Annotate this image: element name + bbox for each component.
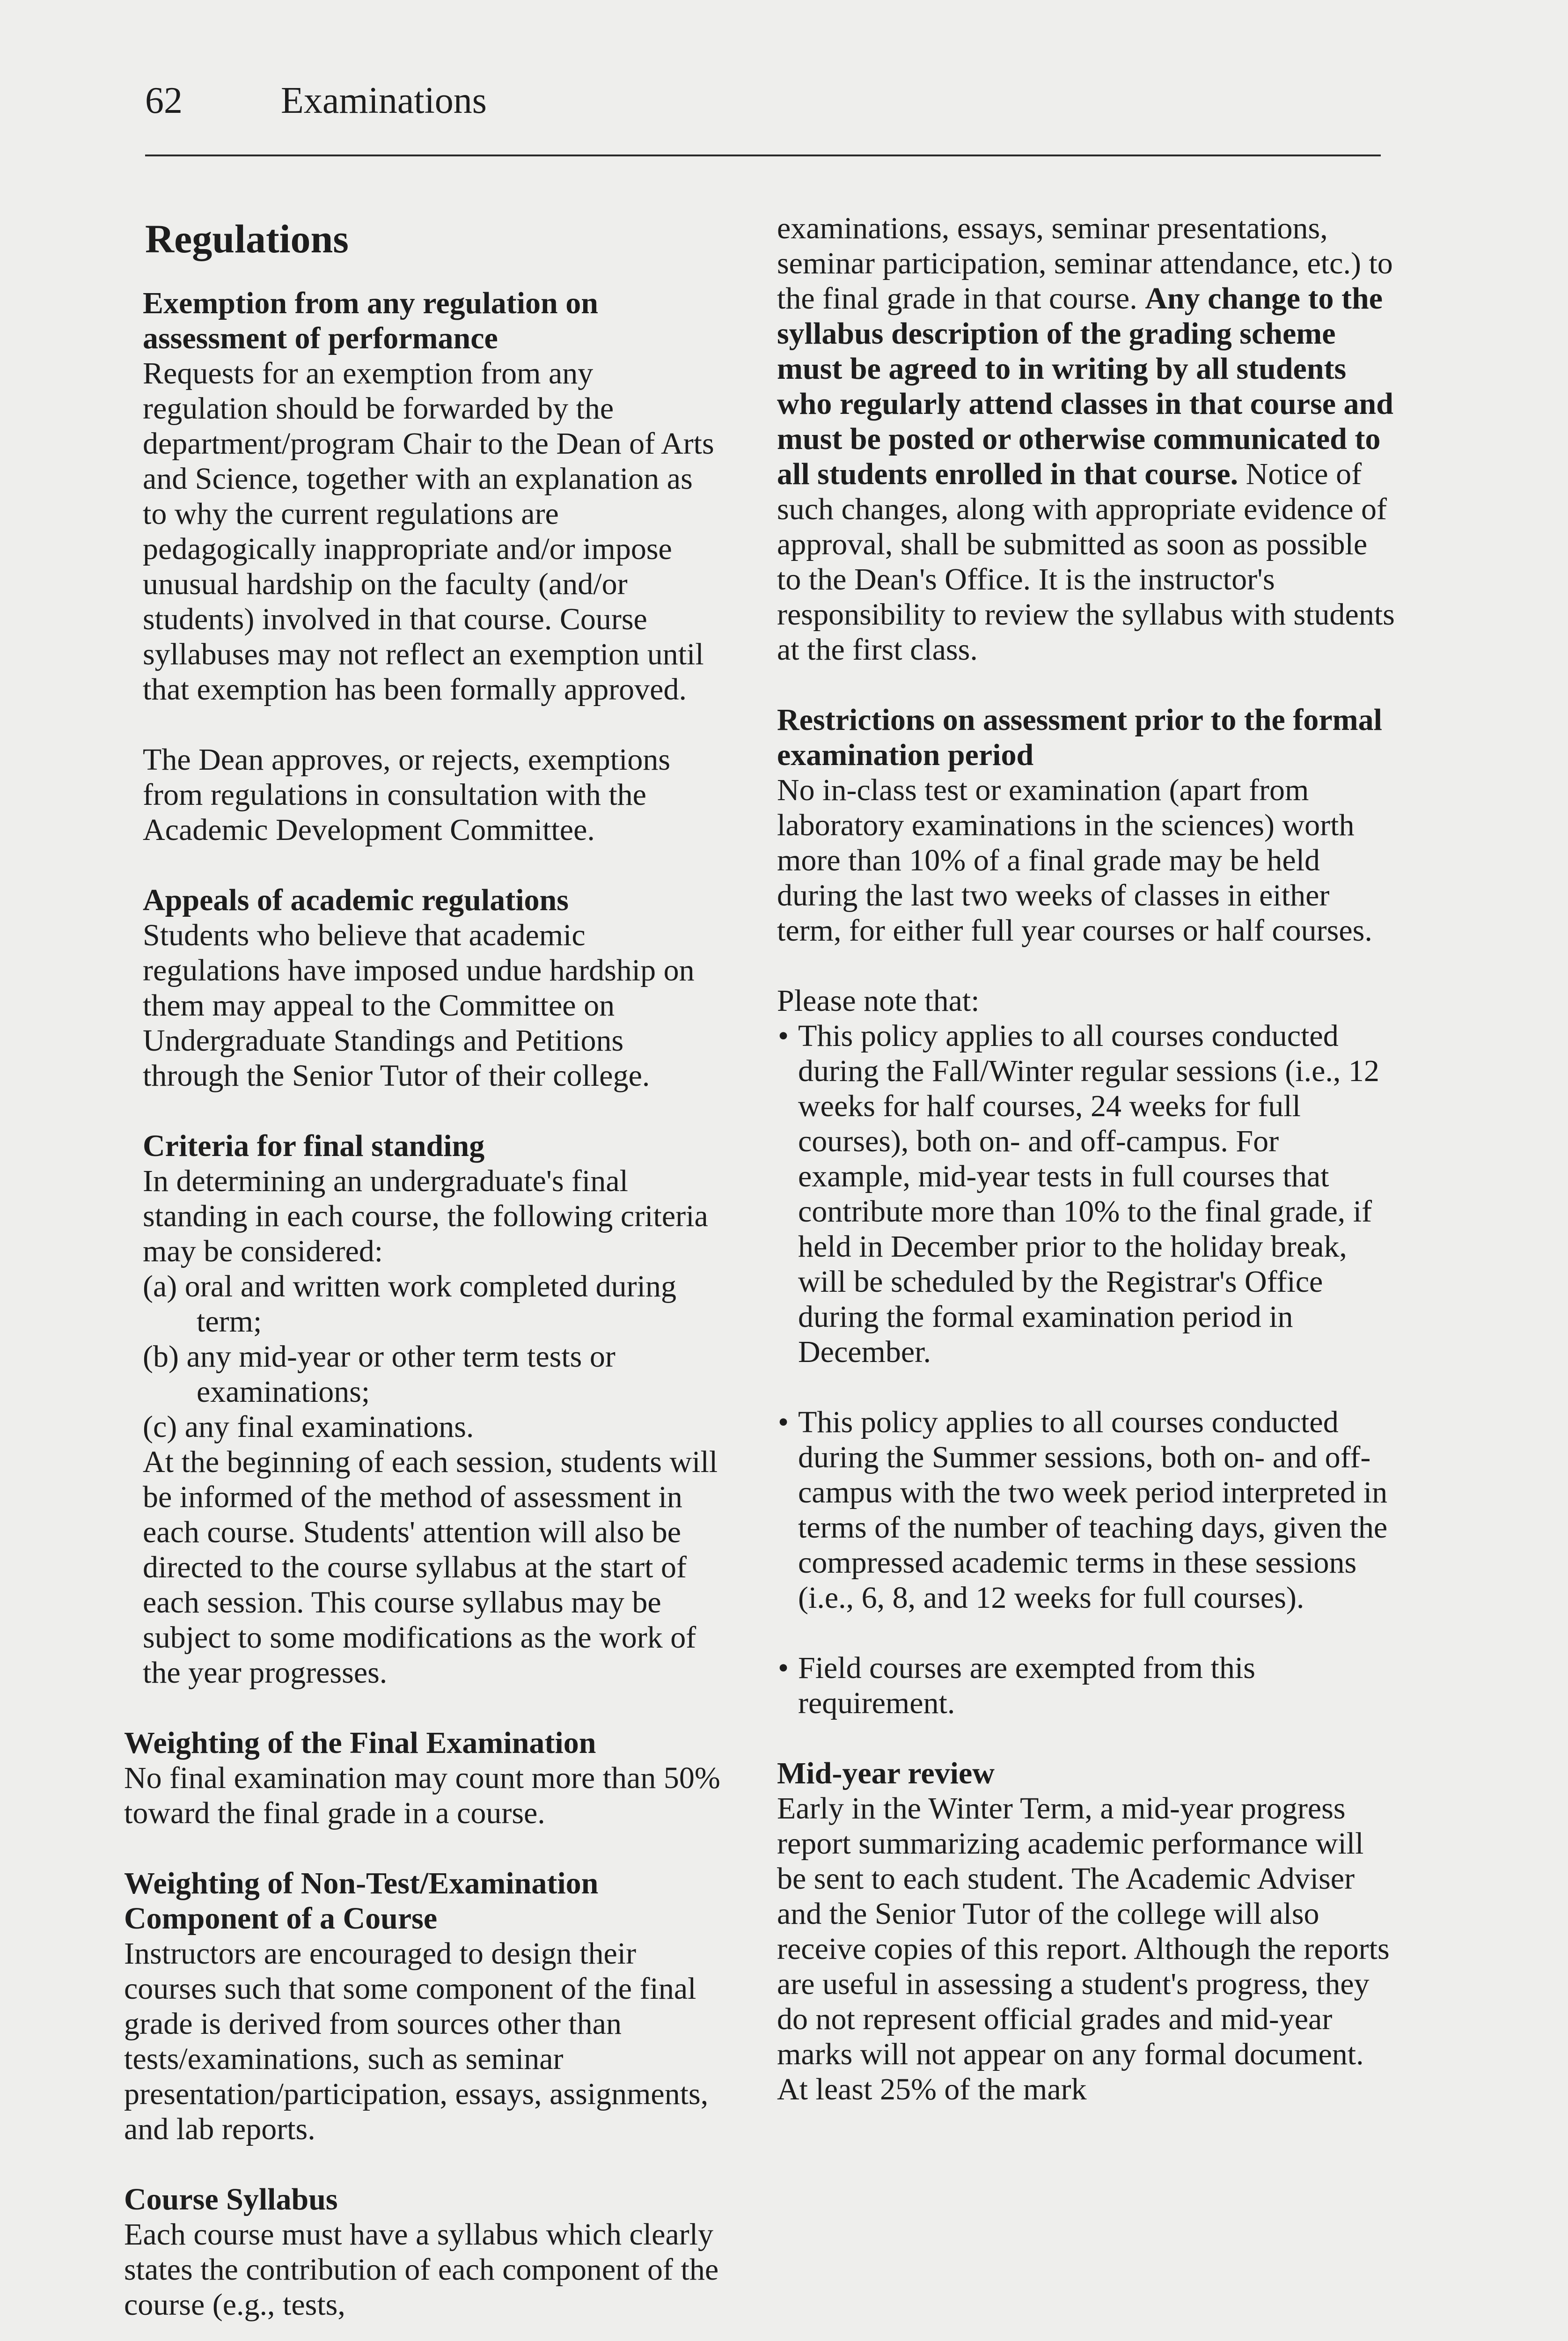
exemption-dean-body: The Dean approves, or rejects, exemptions from regulations in consultation with the Academic Development Committee. xyxy=(143,743,671,847)
weighting-final-section xyxy=(124,1725,723,1831)
policy-bullet-item xyxy=(777,1018,1395,1369)
syllabus-body: Each course must have a syllabus which clearly states the contribution of each component of the course (e.g., tests, xyxy=(124,2217,719,2322)
criteria-body: At the beginning of each session, students will be informed of the method of assessment in each course. Students' attention will also be directed to the course syllabus at the start of each session. This course syllabus may be subject to some modifications as the work of the year progresses. xyxy=(143,1445,718,1690)
bullet-icon: • xyxy=(778,1651,789,1685)
policy-bullet-text: This policy applies to all courses conducted during the Fall/Winter regular sessions (i.e., 12 weeks for half courses, 24 weeks for full courses), both on- and off-campus. For example, mid-year tests in full courses that contribute more than 10% to the final grade, if held in December prior to the holiday break, will be scheduled by the Registrar's Office during the formal examination period in December. xyxy=(798,1019,1379,1369)
weighting-final-body: No final examination may count more than 50% toward the final grade in a course. xyxy=(124,1761,720,1830)
criteria-heading: Criteria for final standing xyxy=(143,1129,485,1163)
policy-bullet-item xyxy=(777,1405,1395,1615)
syllabus-tail: Notice of such changes, along with appropriate evidence of approval, shall be submitted as soon as possible to the Dean's Office. It is the instructor's responsibility to review the syllabus with students at the first class. xyxy=(777,457,1395,667)
section-title: Regulations xyxy=(145,216,349,261)
criteria-item-b: (b) any mid-year or other term tests or examinations; xyxy=(143,1340,615,1409)
appeals-heading: Appeals of academic regulations xyxy=(143,883,569,917)
syllabus-paragraph xyxy=(777,211,1395,667)
syllabus-bold-rule: Any change to the syllabus description of the grading scheme must be agreed to in writing by all students who regularly attend classes in that course and must be posted or otherwise communicated to all students enrolled in that course. xyxy=(777,281,1393,491)
restrictions-section xyxy=(777,702,1395,948)
policy-bullets xyxy=(777,1018,1395,1721)
exemption-section xyxy=(124,286,723,707)
midyear-heading: Mid-year review xyxy=(777,1756,995,1790)
bullet-icon: • xyxy=(778,1019,789,1053)
policy-bullet-text: This policy applies to all courses conducted during the Summer sessions, both on- and off-campus with the two week period interpreted in terms of the number of teaching days, given the compressed academic terms in these sessions (i.e., 6, 8, and 12 weeks for full courses). xyxy=(798,1405,1388,1615)
right-column xyxy=(777,211,1395,2142)
midyear-body: Early in the Winter Term, a mid-year progress report summarizing academic performance will be sent to each student. The Academic Adviser and the Senior Tutor of the college will also receive copies of this report. Although the reports are useful in assessing a student's progress, they do not represent official grades and mid-year marks will not appear on any formal document. At least 25% of the mark xyxy=(777,1791,1390,2106)
criteria-section xyxy=(124,1128,723,1690)
weighting-non-test-section xyxy=(124,1866,723,2147)
page-number: 62 xyxy=(145,80,183,121)
weighting-final-heading: Weighting of the Final Examination xyxy=(124,1726,596,1760)
appeals-section xyxy=(124,883,723,1093)
syllabus-lead: examinations, essays, seminar presentations, seminar participation, seminar attendance, etc.) to the final grade in that course. xyxy=(777,211,1393,316)
weighting-non-test-body: Instructors are encouraged to design their courses such that some component of the final grade is derived from sources other than tests/examinations, such as seminar presentation/participation, essays, assignments, and lab reports. xyxy=(124,1936,709,2146)
page-header xyxy=(145,70,1381,156)
exemption-body: Requests for an exemption from any regulation should be forwarded by the department/program Chair to the Dean of Arts and Science, together with an explanation as to why the current regulations are pedagogically inappropriate and/or impose unusual hardship on the faculty (and/or students) involved in that course. Course syllabuses may not reflect an exemption until that exemption has been formally approved. xyxy=(143,356,714,707)
restrictions-body: No in-class test or examination (apart from laboratory examinations in the sciences) worth more than 10% of a final grade may be held during the last two weeks of classes in either term, for either full year courses or half courses. xyxy=(777,773,1372,948)
policy-bullet-item xyxy=(777,1650,1395,1721)
midyear-section xyxy=(777,1756,1395,2107)
syllabus-heading: Course Syllabus xyxy=(124,2182,338,2216)
syllabus-continued xyxy=(777,211,1395,667)
restrictions-heading: Restrictions on assessment prior to the formal examination period xyxy=(777,703,1382,772)
exemption-heading: Exemption from any regulation on assessment of performance xyxy=(143,286,598,355)
criteria-item-c: (c) any final examinations. xyxy=(143,1410,474,1444)
criteria-intro: In determining an undergraduate's final standing in each course, the following criteria may be considered: xyxy=(143,1164,708,1268)
left-column xyxy=(124,211,723,2341)
syllabus-section xyxy=(124,2182,723,2322)
weighting-non-test-heading: Weighting of Non-Test/Examination Component of a Course xyxy=(124,1866,599,1936)
exemption-dean-section xyxy=(124,742,723,847)
bullet-icon: • xyxy=(778,1405,789,1439)
note-intro: Please note that: xyxy=(777,984,980,1018)
policy-bullet-text: Field courses are exempted from this requirement. xyxy=(798,1651,1255,1720)
criteria-item-a: (a) oral and written work completed during term; xyxy=(143,1269,676,1339)
appeals-body: Students who believe that academic regulations have imposed undue hardship on them may appeal to the Committee on Undergraduate Standings and Petitions through the Senior Tutor of their college. xyxy=(143,918,695,1093)
running-title: Examinations xyxy=(281,80,487,121)
